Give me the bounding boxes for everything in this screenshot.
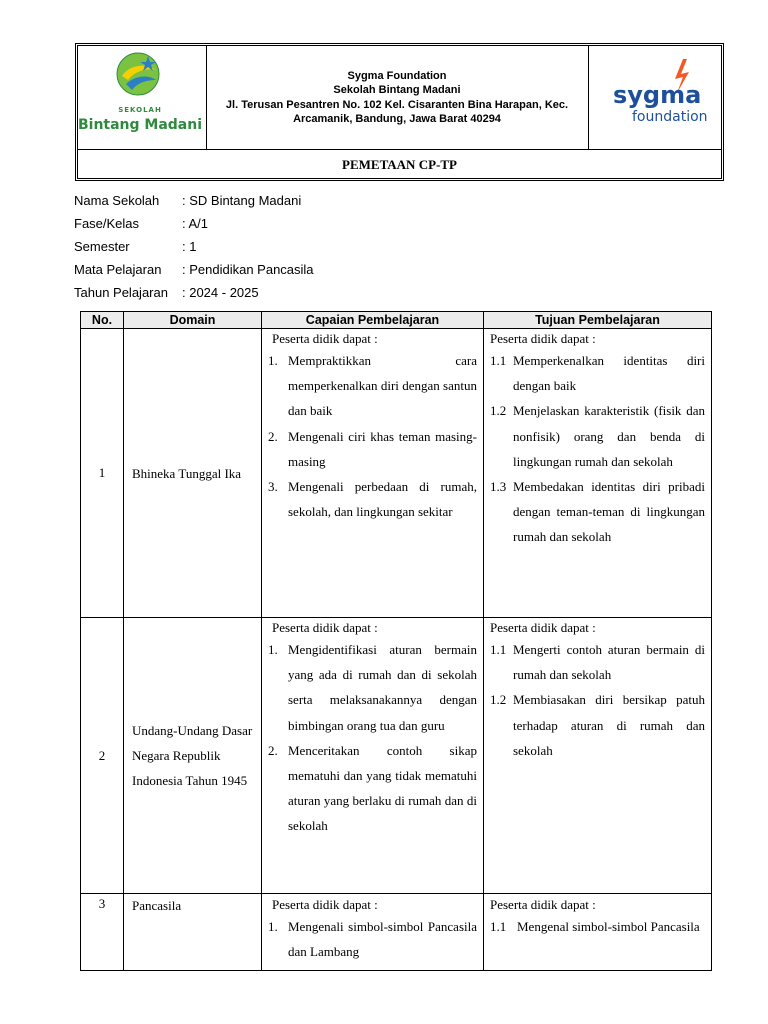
cp-item <box>268 348 477 424</box>
cp-item <box>268 738 477 839</box>
tp-item <box>490 637 705 687</box>
info-label: Tahun Pelajaran <box>74 285 168 300</box>
tp-intro: Peserta didik dapat : <box>490 620 596 635</box>
document-title: PEMETAAN CP-TP <box>342 157 457 172</box>
column-header-domain: Domain <box>124 312 262 329</box>
info-value: : 2024 - 2025 <box>182 285 259 300</box>
tp-item-number: 1.3 <box>490 479 507 495</box>
tp-item-text: Mengerti contoh aturan bermain di rumah dan sekolah <box>513 642 705 683</box>
table-row <box>81 618 712 894</box>
cp-item-number: 2. <box>268 428 278 444</box>
cp-item-number: 3. <box>268 479 278 495</box>
table-header-row <box>81 312 712 329</box>
tp-item <box>490 348 705 398</box>
column-header-no: No. <box>81 312 124 329</box>
info-row-school <box>74 193 314 216</box>
school-name: Sekolah Bintang Madani <box>333 84 461 96</box>
column-header-cp: Capaian Pembelajaran <box>262 312 484 329</box>
row-tp-cell <box>484 618 712 894</box>
cp-item-number: 1. <box>268 919 278 934</box>
bintang-madani-logo <box>78 46 206 149</box>
row-domain: Undang-Undang Dasar Negara Republik Indonesia Tahun 1945 <box>124 618 262 894</box>
cp-tp-table <box>80 311 712 971</box>
info-value: : 1 <box>182 239 197 254</box>
row-number: 2 <box>81 618 124 894</box>
tp-intro: Peserta didik dapat : <box>490 897 596 912</box>
tp-item-number: 1.2 <box>490 692 507 708</box>
column-header-tp: Tujuan Pembelajaran <box>484 312 712 329</box>
logo-text-sekolah: SEKOLAH <box>118 106 162 114</box>
letterhead-top-row <box>78 46 721 150</box>
table-row <box>81 894 712 971</box>
tp-item <box>490 474 705 550</box>
row-domain: Pancasila <box>124 894 262 971</box>
row-cp-cell <box>262 618 484 894</box>
logo-text-school: Bintang Madani <box>78 117 203 133</box>
info-row-subject <box>74 262 314 285</box>
row-number: 1 <box>81 329 124 618</box>
tp-intro: Peserta didik dapat : <box>490 331 596 346</box>
tp-item-number: 1.2 <box>490 403 507 419</box>
cp-item-text: Mengenali simbol-simbol Pancasila dan Lambang <box>288 919 477 960</box>
tp-item <box>490 398 705 474</box>
cp-item <box>268 424 477 474</box>
document-info <box>74 193 314 308</box>
cp-item-text: Mengenali ciri khas teman masing-masing <box>288 428 477 469</box>
foundation-logo-cell <box>588 46 721 149</box>
tp-item-number: 1.1 <box>490 642 507 657</box>
cp-item <box>268 637 477 738</box>
cp-item <box>268 474 477 524</box>
tp-item-text: Mengenal simbol-simbol Pancasila <box>517 919 700 934</box>
row-tp-cell <box>484 894 712 971</box>
info-label: Nama Sekolah <box>74 193 160 208</box>
info-label: Mata Pelajaran <box>74 262 162 277</box>
cp-item-number: 2. <box>268 742 278 758</box>
cp-intro: Peserta didik dapat : <box>272 897 378 912</box>
cp-item <box>268 914 477 964</box>
cp-item-number: 1. <box>268 642 278 657</box>
logo-text-sygma: sygma <box>613 81 702 109</box>
cp-item-number: 1. <box>268 353 278 368</box>
info-row-phase <box>74 216 314 239</box>
cp-item-text: Menceritakan contoh sikap mematuhi dan yang tidak mematuhi aturan yang berlaku di rumah dan di sekolah <box>288 742 477 834</box>
tp-item-text: Memperkenalkan identitas diri dengan baik <box>513 353 705 394</box>
info-value: : A/1 <box>182 216 209 231</box>
logo-text-foundation: foundation <box>632 109 708 125</box>
letterhead <box>75 43 724 181</box>
info-row-semester <box>74 239 314 262</box>
school-logo-cell <box>78 46 207 149</box>
tp-item-text: Menjelaskan karakteristik (fisik dan nonfisik) orang dan benda di lingkungan rumah dan sekolah <box>513 403 705 469</box>
info-value: : SD Bintang Madani <box>182 193 302 208</box>
school-address-block <box>206 46 588 149</box>
info-row-year <box>74 285 314 308</box>
info-label: Semester <box>74 239 130 254</box>
address-line-1: Jl. Terusan Pesantren No. 102 Kel. Cisaranten Bina Harapan, Kec. <box>225 98 569 111</box>
row-cp-cell <box>262 329 484 618</box>
info-value: : Pendidikan Pancasila <box>182 262 314 277</box>
cp-intro: Peserta didik dapat : <box>272 620 378 635</box>
cp-item-text: Mempraktikkan cara memperkenalkan diri dengan santun dan baik <box>288 353 477 419</box>
org-name: Sygma Foundation <box>347 69 447 82</box>
tp-item <box>490 914 705 939</box>
sygma-foundation-logo <box>589 46 722 149</box>
table-row <box>81 329 712 618</box>
tp-item <box>490 687 705 763</box>
info-label: Fase/Kelas <box>74 216 140 231</box>
row-cp-cell <box>262 894 484 971</box>
tp-item-number: 1.1 <box>490 353 507 368</box>
tp-item-number: 1.1 <box>490 919 507 934</box>
address-line-2: Arcamanik, Bandung, Jawa Barat 40294 <box>293 113 501 125</box>
cp-intro: Peserta didik dapat : <box>272 331 378 346</box>
tp-item-text: Membedakan identitas diri pribadi dengan teman-teman di lingkungan rumah dan sekolah <box>513 479 705 545</box>
row-domain: Bhineka Tunggal Ika <box>124 329 262 618</box>
cp-item-text: Mengenali perbedaan di rumah, sekolah, dan lingkungan sekitar <box>288 479 477 520</box>
row-tp-cell <box>484 329 712 618</box>
tp-item-text: Membiasakan diri bersikap patuh terhadap aturan di rumah dan sekolah <box>513 692 705 758</box>
cp-item-text: Mengidentifikasi aturan bermain yang ada di rumah dan di sekolah serta melaksanakannya dengan bimbingan orang tua dan guru <box>288 642 477 733</box>
row-number: 3 <box>81 894 124 971</box>
